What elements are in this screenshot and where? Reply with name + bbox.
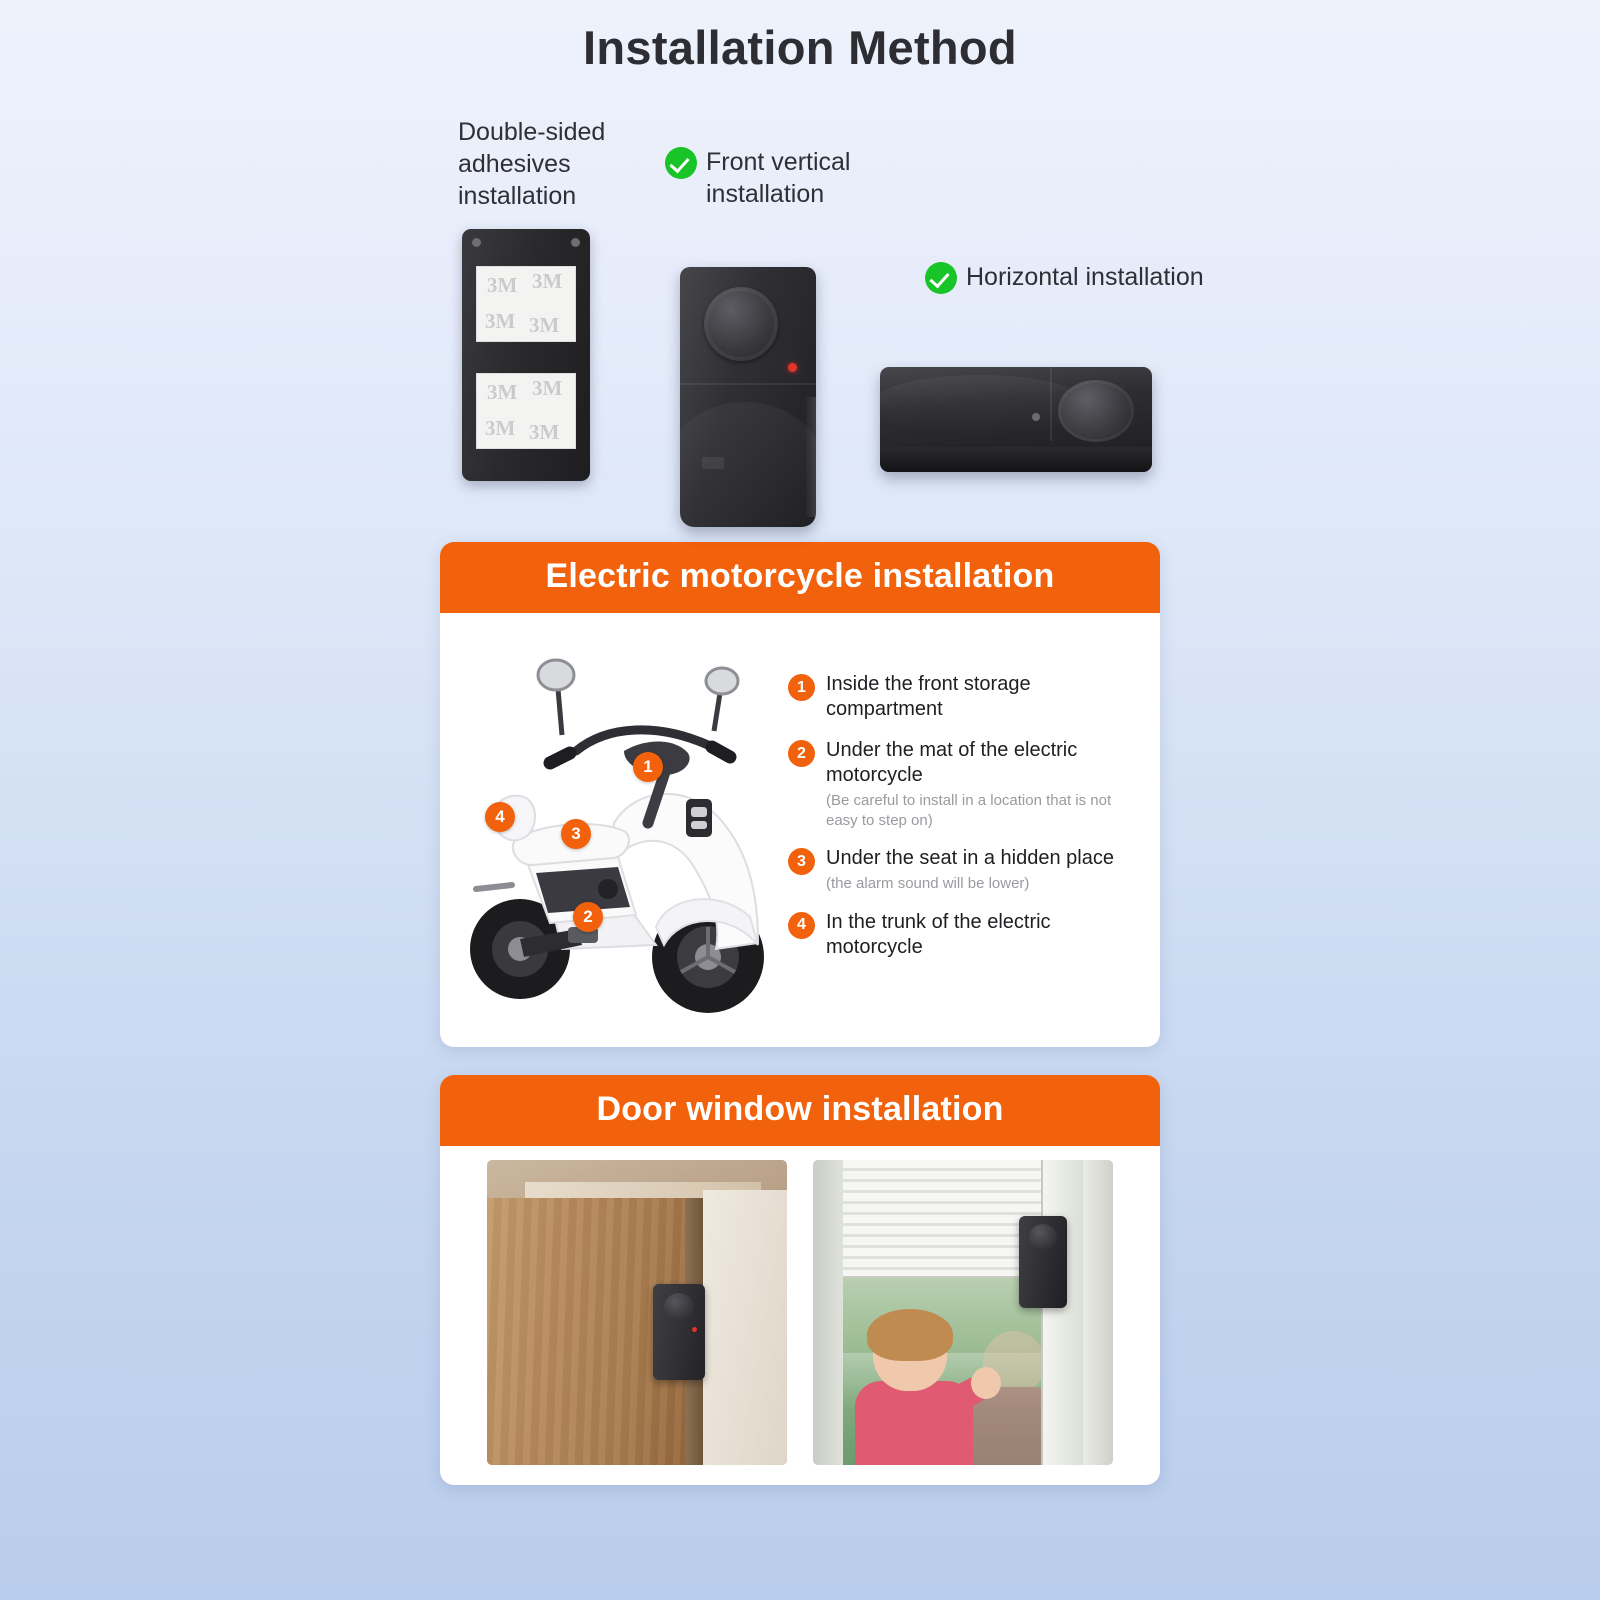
alarm-knob-icon bbox=[1029, 1224, 1057, 1250]
led-indicator-icon bbox=[788, 363, 797, 372]
card-electric-motorcycle bbox=[440, 542, 1160, 1047]
card-door-window bbox=[440, 1075, 1160, 1485]
screw-icon bbox=[571, 238, 580, 247]
device-highlight bbox=[680, 402, 816, 527]
step-text: Under the seat in a hidden place bbox=[826, 847, 1114, 869]
adhesive-brand-text: 3M bbox=[532, 376, 563, 400]
led-indicator-icon bbox=[692, 1327, 697, 1332]
window-wall-right bbox=[1083, 1160, 1113, 1465]
window-blinds bbox=[843, 1160, 1041, 1278]
mounting-option-label: Front vertical installation bbox=[706, 148, 851, 208]
alarm-knob-icon bbox=[1058, 380, 1134, 442]
mounting-option-label: Double-sided adhesives installation bbox=[458, 118, 606, 210]
device-base bbox=[880, 446, 1152, 472]
adhesive-brand-text: 3M bbox=[487, 380, 518, 404]
card-body bbox=[440, 613, 1160, 1047]
door-sensor-device bbox=[653, 1284, 705, 1380]
device-seam bbox=[680, 383, 816, 385]
step-text: Under the mat of the electric motorcycle bbox=[826, 739, 1078, 786]
door-installation-photo bbox=[487, 1160, 787, 1465]
step-text: In the trunk of the electric motorcycle bbox=[826, 910, 1051, 958]
device-dot bbox=[1032, 413, 1040, 421]
child-hand bbox=[971, 1367, 1001, 1399]
installation-step bbox=[788, 672, 1142, 722]
installation-step bbox=[788, 738, 1142, 830]
step-subtext: (the alarm sound will be lower) bbox=[826, 875, 1030, 892]
alarm-knob-icon bbox=[704, 287, 778, 361]
mounting-options-section bbox=[0, 87, 1600, 542]
adhesive-pad bbox=[476, 373, 576, 449]
adhesive-brand-text: 3M bbox=[532, 269, 563, 293]
adhesive-brand-text: 3M bbox=[487, 273, 518, 297]
step-number-badge: 1 bbox=[788, 674, 815, 701]
device-back-adhesive-image bbox=[462, 229, 590, 481]
child-hair bbox=[867, 1309, 953, 1361]
installation-step-list bbox=[788, 627, 1142, 976]
page-title: Installation Method bbox=[583, 21, 1017, 74]
device-vertical-image bbox=[680, 267, 816, 527]
step-subtext: (Be careful to install in a location that is not easy to step on) bbox=[826, 792, 1112, 829]
card-body bbox=[440, 1146, 1160, 1485]
screw-icon bbox=[472, 238, 481, 247]
window-frame-right bbox=[1041, 1160, 1083, 1465]
check-circle-icon bbox=[925, 262, 957, 294]
door-wall bbox=[703, 1190, 787, 1465]
step-number-badge: 4 bbox=[788, 912, 815, 939]
device-edge bbox=[806, 397, 816, 517]
figure-badge-1: 1 bbox=[633, 752, 663, 782]
mounting-option-label: Horizontal installation bbox=[966, 263, 1204, 291]
check-circle-icon bbox=[665, 147, 697, 179]
device-seam bbox=[1050, 367, 1052, 441]
installation-step bbox=[788, 910, 1142, 960]
scooter-illustration bbox=[458, 627, 788, 1027]
card-header: Electric motorcycle installation bbox=[440, 542, 1160, 613]
mounting-option-horizontal bbox=[925, 262, 1215, 294]
mounting-option-front-vertical bbox=[665, 147, 925, 211]
step-text: Inside the front storage compartment bbox=[826, 673, 1031, 720]
adhesive-brand-text: 3M bbox=[529, 313, 560, 337]
figure-badge-2: 2 bbox=[573, 902, 603, 932]
mounting-option-double-sided bbox=[458, 117, 688, 444]
alarm-knob-icon bbox=[664, 1293, 694, 1321]
child-figure bbox=[849, 1315, 979, 1465]
step-number-badge: 3 bbox=[788, 848, 815, 875]
window-installation-photo bbox=[813, 1160, 1113, 1465]
figure-badge-3: 3 bbox=[561, 819, 591, 849]
adhesive-brand-text: 3M bbox=[485, 416, 516, 440]
window-wall-left bbox=[813, 1160, 843, 1465]
adhesive-pad bbox=[476, 266, 576, 342]
figure-badge-4: 4 bbox=[485, 802, 515, 832]
installation-step bbox=[788, 846, 1142, 894]
step-number-badge: 2 bbox=[788, 740, 815, 767]
device-slot bbox=[702, 457, 724, 469]
adhesive-brand-text: 3M bbox=[485, 309, 516, 333]
device-horizontal-image bbox=[880, 367, 1152, 472]
card-header: Door window installation bbox=[440, 1075, 1160, 1146]
adhesive-brand-text: 3M bbox=[529, 420, 560, 444]
window-sensor-device bbox=[1019, 1216, 1067, 1308]
